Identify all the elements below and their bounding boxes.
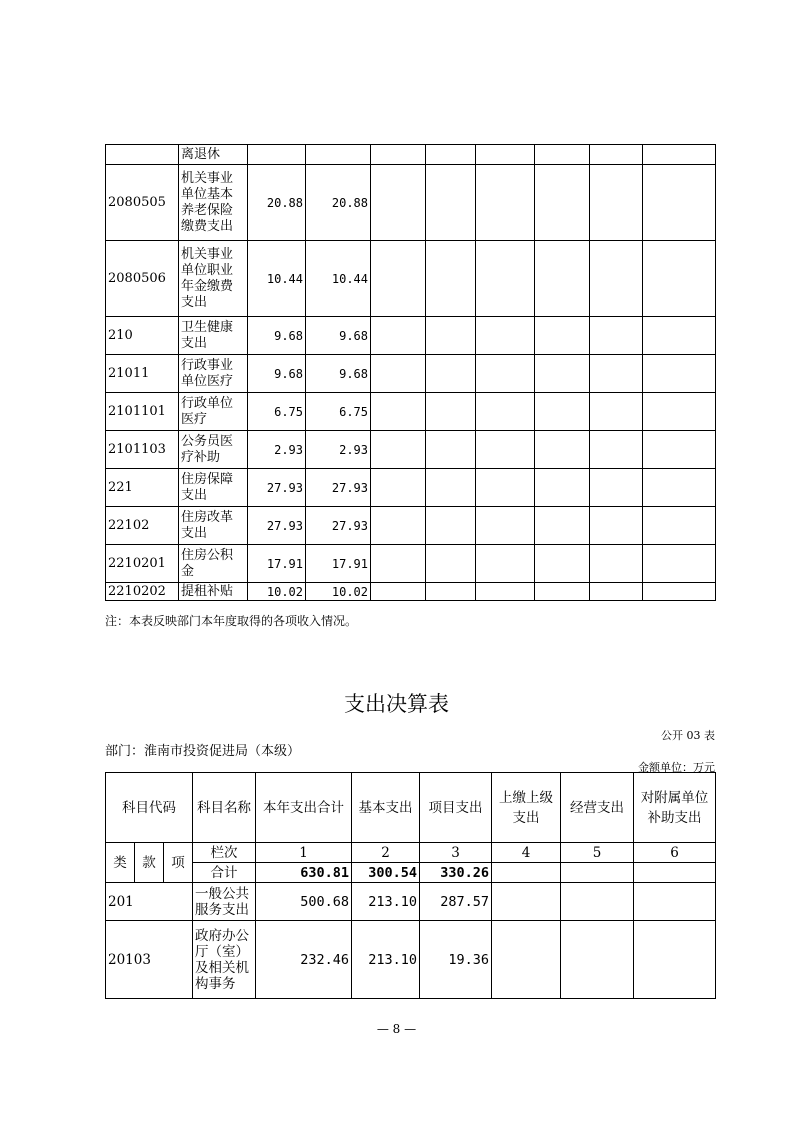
header-xiang: 项: [164, 843, 193, 883]
empty-cell: [643, 241, 716, 317]
row-name: 公务员医疗补助: [179, 431, 248, 469]
empty-cell: [426, 507, 476, 545]
table-row: [106, 355, 716, 393]
row-name: 提租补贴: [179, 583, 248, 601]
header-row: [106, 773, 716, 843]
empty-cell: [426, 241, 476, 317]
empty-cell: [535, 469, 590, 507]
table-row: [106, 165, 716, 241]
row-code: [106, 145, 179, 165]
empty-cell: [476, 469, 535, 507]
row-value: 2.93: [306, 431, 371, 469]
empty-cell: [643, 431, 716, 469]
empty-cell: [643, 355, 716, 393]
empty-cell: [590, 583, 643, 601]
empty-cell: [476, 317, 535, 355]
empty-cell: [634, 883, 716, 921]
row-name: 行政事业单位医疗: [179, 355, 248, 393]
row-total: 20.88: [248, 165, 306, 241]
row-total: 9.68: [248, 317, 306, 355]
row-name: 住房保障支出: [179, 469, 248, 507]
empty-cell: [643, 507, 716, 545]
row-total: 2.93: [248, 431, 306, 469]
row-code: 221: [106, 469, 179, 507]
empty-cell: [426, 431, 476, 469]
header-subsidy-text: 对附属单位补助支出: [640, 789, 709, 826]
empty-cell: [590, 145, 643, 165]
row-total: 17.91: [248, 545, 306, 583]
empty-cell: [590, 545, 643, 583]
row-total: 232.46: [256, 921, 352, 999]
empty-cell: [476, 583, 535, 601]
empty-cell: [535, 507, 590, 545]
row-value: 20.88: [306, 165, 371, 241]
table-note: 注：本表反映部门本年度取得的各项收入情况。: [105, 614, 358, 628]
empty-cell: [476, 431, 535, 469]
empty-cell: [590, 469, 643, 507]
table-row: [106, 883, 716, 921]
empty-cell: [371, 165, 426, 241]
row-project: 287.57: [420, 883, 492, 921]
empty-cell: [590, 165, 643, 241]
row-value: 9.68: [306, 355, 371, 393]
row-name: 住房公积金: [179, 545, 248, 583]
empty-cell: [535, 241, 590, 317]
empty-cell: [492, 863, 561, 883]
empty-cell: [535, 145, 590, 165]
table-row: [106, 583, 716, 601]
sum-label: 合计: [193, 863, 256, 883]
empty-cell: [476, 393, 535, 431]
row-total: 9.68: [248, 355, 306, 393]
row-basic: 213.10: [352, 883, 420, 921]
header-code: 科目代码: [106, 773, 193, 843]
empty-cell: [643, 145, 716, 165]
table-row: [106, 393, 716, 431]
empty-cell: [426, 469, 476, 507]
row-value: 10.02: [306, 583, 371, 601]
row-project: 19.36: [420, 921, 492, 999]
empty-cell: [535, 317, 590, 355]
row-code: 2080505: [106, 165, 179, 241]
empty-cell: [371, 507, 426, 545]
col-number: 1: [256, 843, 352, 863]
row-name: 离退休: [179, 145, 248, 165]
page-title: 支出决算表: [344, 692, 449, 716]
table-row: [106, 145, 716, 165]
row-total: 10.02: [248, 583, 306, 601]
row-value: 9.68: [306, 317, 371, 355]
empty-cell: [426, 355, 476, 393]
row-code: 2101103: [106, 431, 179, 469]
empty-cell: [643, 583, 716, 601]
header-lanci: 栏次: [193, 843, 256, 863]
empty-cell: [426, 317, 476, 355]
sum-total: 630.81: [256, 863, 352, 883]
row-value: 6.75: [306, 393, 371, 431]
empty-cell: [371, 431, 426, 469]
empty-cell: [535, 355, 590, 393]
header-project: 项目支出: [420, 773, 492, 843]
row-code: 210: [106, 317, 179, 355]
table-row: [106, 507, 716, 545]
header-lei: 类: [106, 843, 135, 883]
empty-cell: [426, 165, 476, 241]
empty-cell: [535, 583, 590, 601]
empty-cell: [590, 241, 643, 317]
empty-cell: [426, 145, 476, 165]
empty-cell: [492, 921, 561, 999]
table-number: 公开 03 表: [661, 729, 715, 742]
col-number: 2: [352, 843, 420, 863]
income-table: [105, 144, 716, 601]
empty-cell: [371, 355, 426, 393]
row-value: 27.93: [306, 469, 371, 507]
row-value: 10.44: [306, 241, 371, 317]
header-name: 科目名称: [193, 773, 256, 843]
sum-row: [106, 863, 716, 883]
empty-cell: [426, 545, 476, 583]
row-name: 住房改革支出: [179, 507, 248, 545]
unit-label: 金额单位：万元: [638, 761, 715, 774]
row-code: 21011: [106, 355, 179, 393]
empty-cell: [590, 431, 643, 469]
empty-cell: [643, 317, 716, 355]
row-total: [248, 145, 306, 165]
row-code: 2210201: [106, 545, 179, 583]
empty-cell: [476, 145, 535, 165]
empty-cell: [371, 393, 426, 431]
empty-cell: [590, 507, 643, 545]
empty-cell: [561, 921, 634, 999]
table-row: [106, 921, 716, 999]
table-row: [106, 431, 716, 469]
col-number: 3: [420, 843, 492, 863]
empty-cell: [643, 393, 716, 431]
empty-cell: [590, 355, 643, 393]
column-number-row: [106, 843, 716, 863]
row-name: 机关事业单位基本养老保险缴费支出: [179, 165, 248, 241]
empty-cell: [371, 469, 426, 507]
col-number: 6: [634, 843, 716, 863]
header-basic: 基本支出: [352, 773, 420, 843]
empty-cell: [535, 431, 590, 469]
department-label: 部门：淮南市投资促进局（本级）: [105, 744, 301, 759]
empty-cell: [492, 883, 561, 921]
row-total: 6.75: [248, 393, 306, 431]
table-row: [106, 545, 716, 583]
empty-cell: [371, 145, 426, 165]
header-subsidy: [634, 773, 716, 843]
row-total: 10.44: [248, 241, 306, 317]
row-value: 27.93: [306, 507, 371, 545]
empty-cell: [643, 545, 716, 583]
empty-cell: [426, 393, 476, 431]
row-name: 行政单位医疗: [179, 393, 248, 431]
empty-cell: [535, 393, 590, 431]
row-total: 500.68: [256, 883, 352, 921]
table-row: [106, 317, 716, 355]
col-number: 5: [561, 843, 634, 863]
empty-cell: [643, 469, 716, 507]
row-total: 27.93: [248, 507, 306, 545]
table-row: [106, 241, 716, 317]
header-upper: [492, 773, 561, 843]
sum-basic: 300.54: [352, 863, 420, 883]
empty-cell: [535, 165, 590, 241]
row-code: 22102: [106, 507, 179, 545]
empty-cell: [476, 241, 535, 317]
row-code: 20103: [106, 921, 193, 999]
empty-cell: [371, 583, 426, 601]
expense-table: [105, 772, 716, 999]
row-value: [306, 145, 371, 165]
empty-cell: [634, 921, 716, 999]
header-upper-text: 上缴上级支出: [499, 789, 554, 826]
row-name: 机关事业单位职业年金缴费支出: [179, 241, 248, 317]
empty-cell: [561, 863, 634, 883]
empty-cell: [476, 355, 535, 393]
col-number: 4: [492, 843, 561, 863]
empty-cell: [643, 165, 716, 241]
row-basic: 213.10: [352, 921, 420, 999]
empty-cell: [535, 545, 590, 583]
empty-cell: [634, 863, 716, 883]
row-code: 2101101: [106, 393, 179, 431]
empty-cell: [371, 317, 426, 355]
header-kuan: 款: [135, 843, 164, 883]
row-code: 2210202: [106, 583, 179, 601]
row-value: 17.91: [306, 545, 371, 583]
row-name: 卫生健康支出: [179, 317, 248, 355]
empty-cell: [371, 545, 426, 583]
page-number: — 8 —: [376, 1022, 417, 1036]
header-total: 本年支出合计: [256, 773, 352, 843]
empty-cell: [476, 545, 535, 583]
empty-cell: [590, 393, 643, 431]
empty-cell: [561, 883, 634, 921]
row-name: 政府办公厅（室）及相关机构事务: [193, 921, 256, 999]
empty-cell: [371, 241, 426, 317]
row-total: 27.93: [248, 469, 306, 507]
empty-cell: [476, 507, 535, 545]
empty-cell: [590, 317, 643, 355]
empty-cell: [426, 583, 476, 601]
row-code: 2080506: [106, 241, 179, 317]
table-row: [106, 469, 716, 507]
sum-project: 330.26: [420, 863, 492, 883]
row-name: 一般公共服务支出: [193, 883, 256, 921]
empty-cell: [476, 165, 535, 241]
row-code: 201: [106, 883, 193, 921]
header-business: 经营支出: [561, 773, 634, 843]
